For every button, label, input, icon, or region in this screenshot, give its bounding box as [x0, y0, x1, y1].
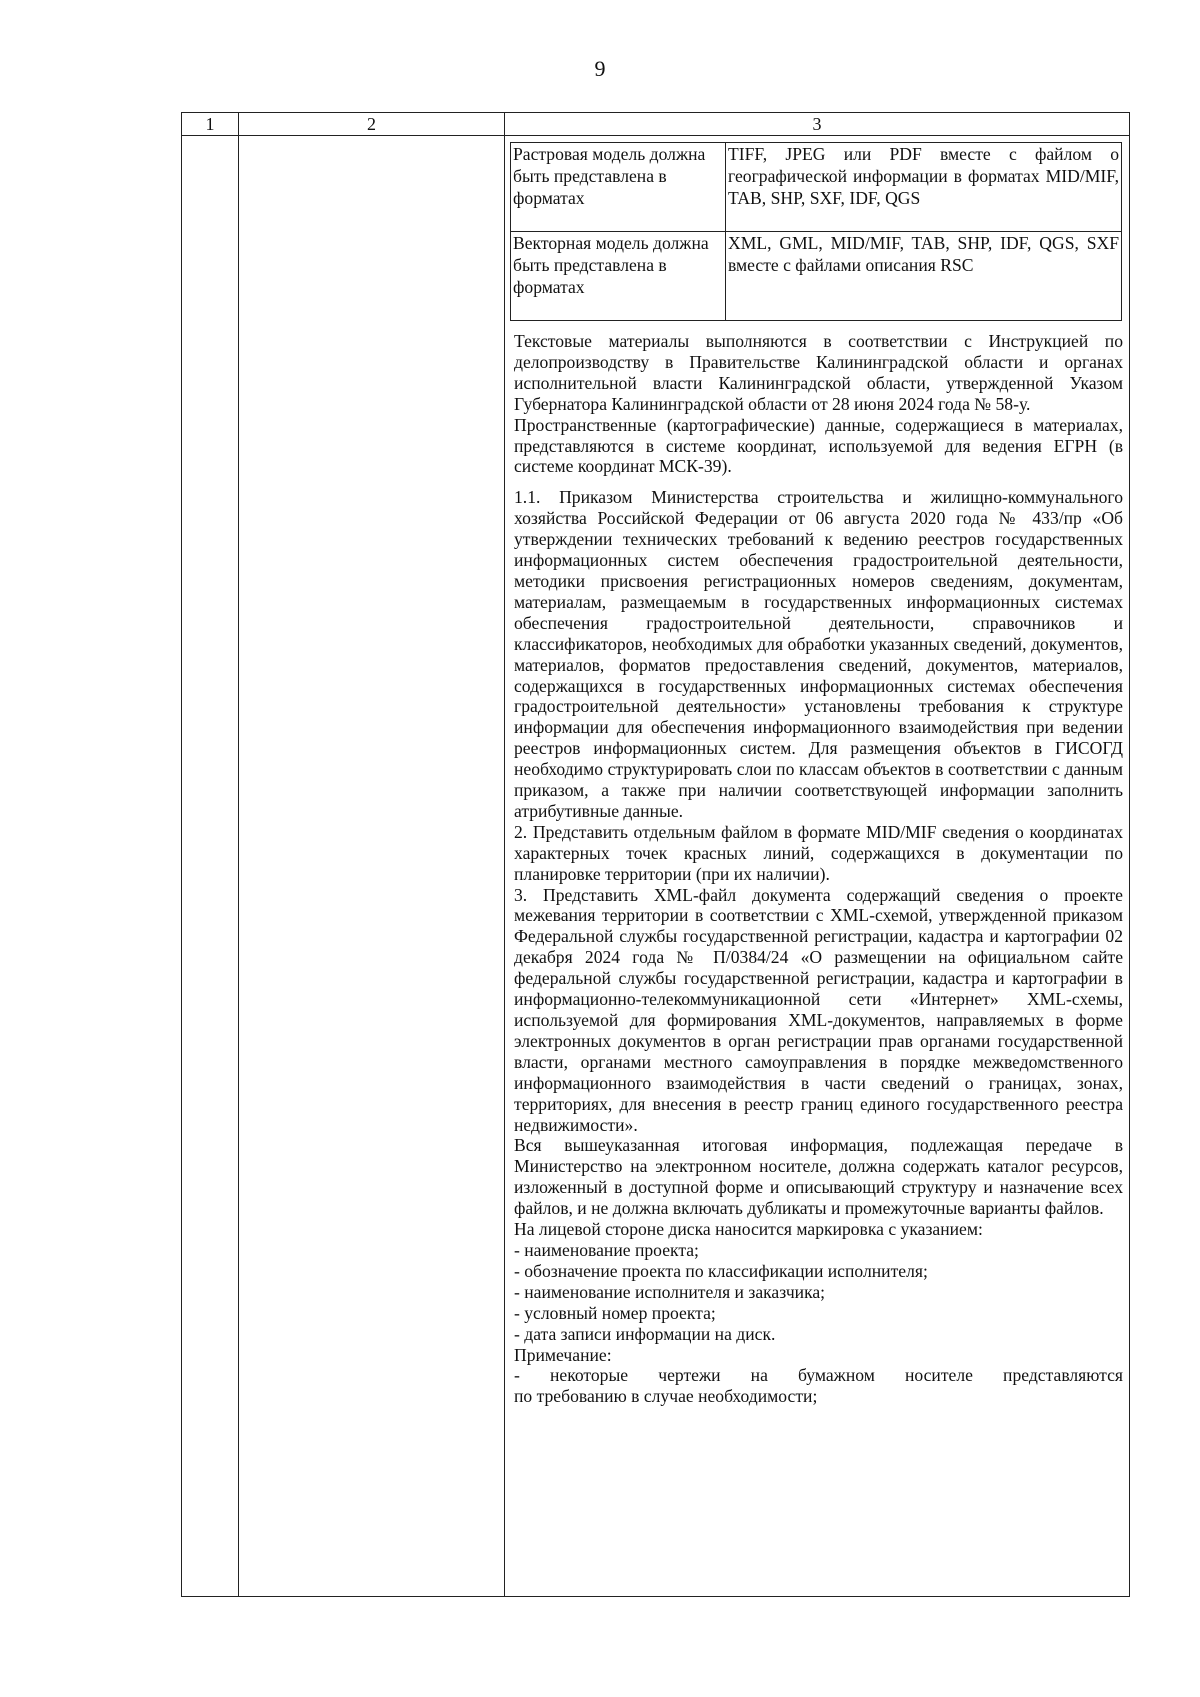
- formats-table: [510, 142, 1122, 321]
- paragraph-3: 3. Представить XML-файл документа содержащий сведения о проекте межевания территории в соответствии с XML-схемой, утвержденной приказом Федеральной службы государственной регистрации, кадастра и картографии 02 декабря 2024 года № П/0384/24 «О размещении на официальном сайте федеральной службы государственной регистрации, кадастра и картографии в информационно-телекоммуникационной сети «Интернет» XML-схемы, используемой для формирования XML-документов, направляемых в форме электронных документов в орган регистрации прав органами государственной власти, органами местного самоуправления в порядке межведомственного информационного взаимодействия в части сведений о границах, зонах, территориях, для внесения в реестр границ единого государственного реестра недвижимости».: [514, 884, 1123, 1135]
- raster-format-label: Растровая модель должна быть представлена в форматах: [511, 143, 726, 232]
- column-header-2: 2: [239, 113, 505, 136]
- disk-marking-paragraph: На лицевой стороне диска наносится маркировка с указанием:: [514, 1219, 983, 1240]
- column-header-1: 1: [182, 113, 239, 136]
- marking-list: [514, 1240, 1123, 1345]
- note-line-1: - некоторые чертежи на бумажном носителе представляются: [514, 1365, 1123, 1386]
- text-materials-paragraph: Текстовые материалы выполняются в соответствии с Инструкцией по делопроизводству в Правительстве Калининградской области и органах исполнительной власти Калининградской области, утвержденной Указом Губернатора Калининградской области от 28 июня 2024 года № 58-у.: [514, 331, 1123, 414]
- cell-column-3: [505, 136, 1130, 1597]
- list-item: - обозначение проекта по классификации исполнителя;: [514, 1260, 928, 1281]
- list-item: - наименование исполнителя и заказчика;: [514, 1281, 826, 1302]
- page-number: 9: [594, 56, 606, 81]
- requirements-table: [181, 112, 1130, 1597]
- paragraph-1-1: 1.1. Приказом Министерства строительства и жилищно-коммунального хозяйства Российской Федерации от 06 августа 2020 года № 433/пр «Об утверждении технических требований к ведению реестров государственных информационных систем обеспечения градостроительной деятельности, методики присвоения регистрационных номеров сведениям, документам, материалам, размещаемым в государственных информационных системах обеспечения градостроительной деятельности, справочников и классификаторов, необходимых для обработки указанных сведений, документов, материалов, форматов предоставления сведений, документов, материалов, содержащихся в государственных информационных системах обеспечения градостроительной деятельности» установлены требования к структуре информации для обеспечения информационного взаимодействия при ведении реестров информационных систем. Для размещения объектов в ГИСОГД необходимо структурировать слои по классам объектов в соответствии с данным приказом, а также при наличии соответствующей информации заполнить атрибутивные данные.: [514, 487, 1123, 821]
- note-line-2: по требованию в случае необходимости;: [514, 1386, 818, 1407]
- note-title: Примечание:: [514, 1344, 612, 1365]
- final-info-paragraph: Вся вышеуказанная итоговая информация, подлежащая передаче в Министерство на электронном носителе, должна содержать каталог ресурсов, изложенный в доступной форме и описывающий структуру и назначение всех файлов, и не должна включать дубликаты и промежуточные варианты файлов.: [514, 1135, 1123, 1219]
- table-header-row: [182, 113, 1130, 136]
- list-item: - наименование проекта;: [514, 1239, 699, 1260]
- table-row: [182, 136, 1130, 1597]
- column-header-3: 3: [505, 113, 1130, 136]
- vector-format-label: Векторная модель должна быть представлена в форматах: [511, 232, 726, 321]
- paragraph-2: 2. Представить отдельным файлом в формате MID/MIF сведения о координатах характерных точек красных линий, содержащихся в документации по планировке территории (при их наличии).: [514, 821, 1123, 884]
- raster-format-value: TIFF, JPEG или PDF вместе с файлом о географической информации в форматах MID/MIF, TAB, SHP, SXF, IDF, QGS: [726, 143, 1122, 232]
- raster-format-row: [511, 143, 1122, 232]
- vector-format-value: XML, GML, MID/MIF, TAB, SHP, IDF, QGS, SXF вместе с файлами описания RSC: [726, 232, 1122, 321]
- list-item: - условный номер проекта;: [514, 1302, 716, 1323]
- cell-column-2: [239, 136, 505, 1597]
- vector-format-row: [511, 232, 1122, 321]
- spatial-data-paragraph: Пространственные (картографические) данные, содержащиеся в материалах, представляются в системе координат, используемой для ведения ЕГРН (в системе координат МСК-39).: [514, 414, 1123, 477]
- list-item: - дата записи информации на диск.: [514, 1323, 776, 1344]
- cell-column-1: [182, 136, 239, 1597]
